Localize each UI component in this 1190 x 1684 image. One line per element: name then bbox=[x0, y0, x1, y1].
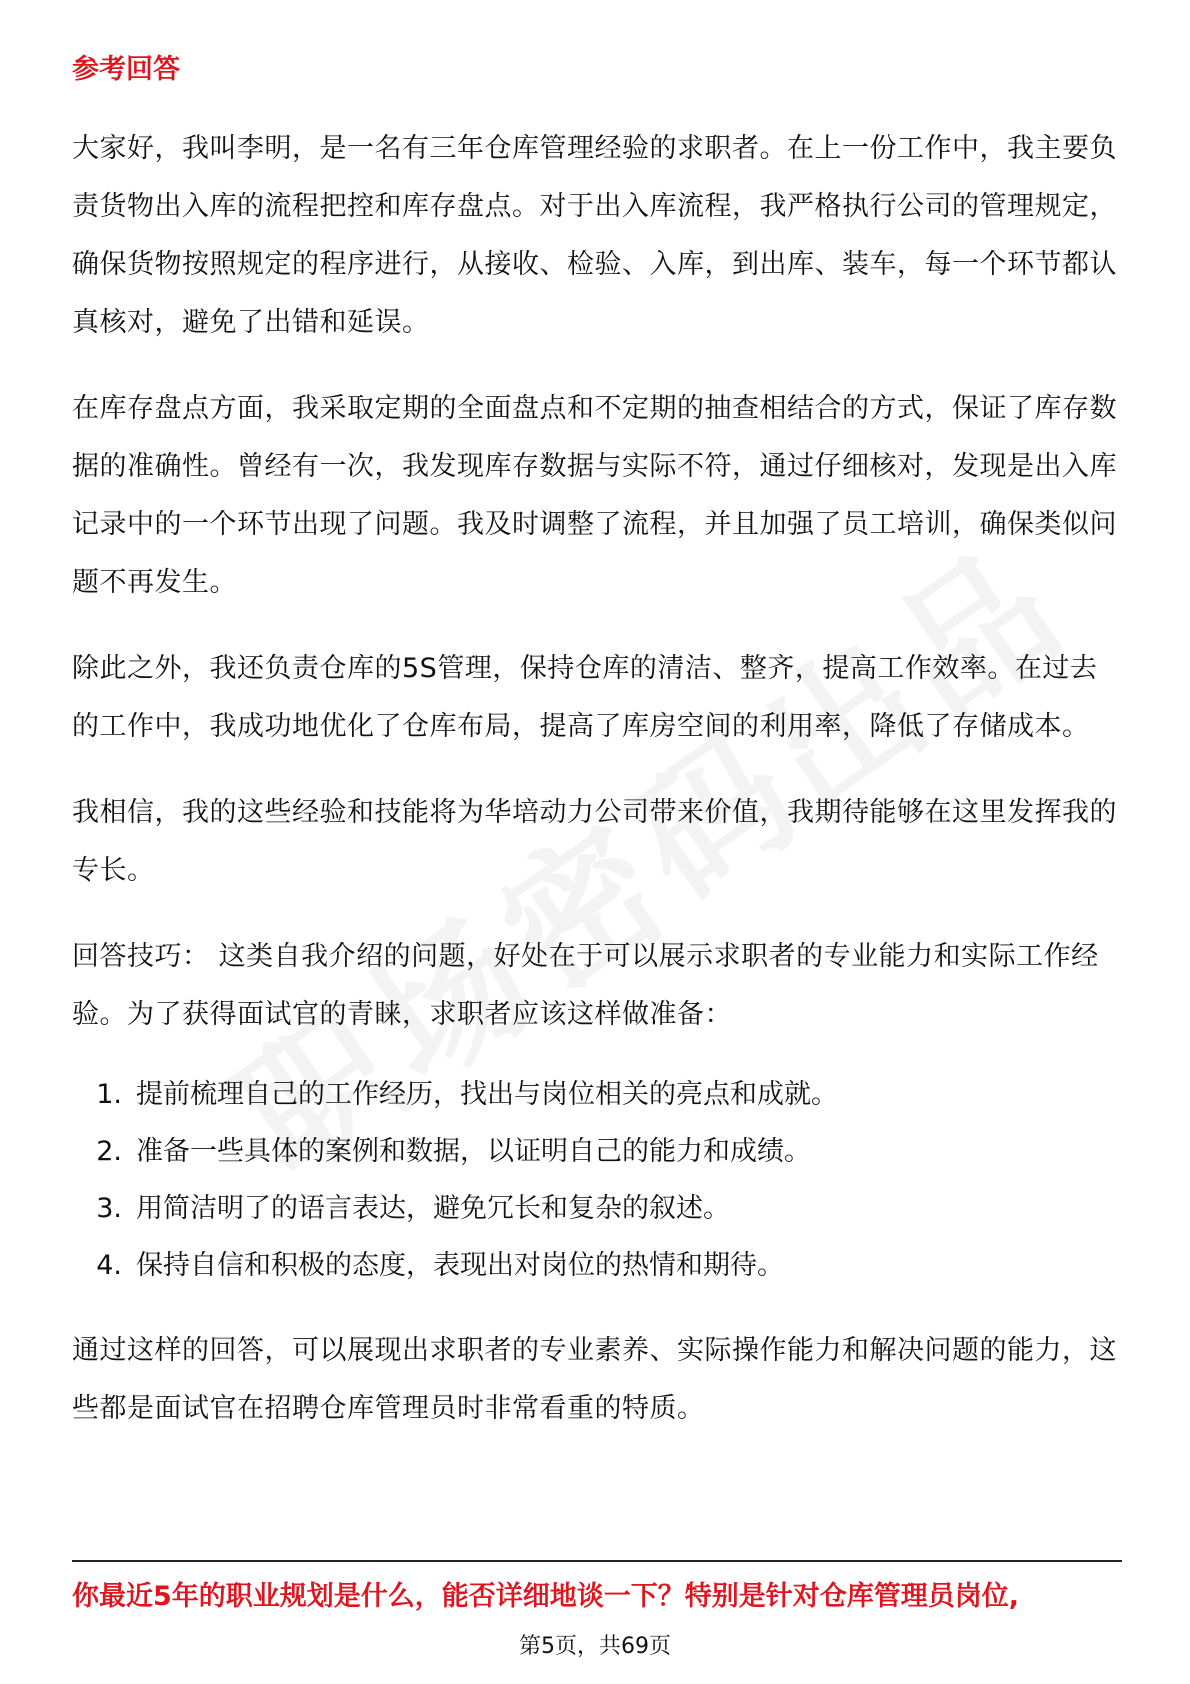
tips-intro: 回答技巧： 这类自我介绍的问题，好处在于可以展示求职者的专业能力和实际工作经验。为了获得面试官的青睐，求职者应该这样做准备： bbox=[72, 941, 1099, 1030]
next-question-heading: 你最近5年的职业规划是什么，能否详细地谈一下？特别是针对仓库管理员岗位, bbox=[72, 1581, 1020, 1612]
list-item bbox=[72, 1066, 1122, 1123]
answer-paragraph-2: 在库存盘点方面，我采取定期的全面盘点和不定期的抽查相结合的方式，保证了库存数据的准确性。曾经有一次，我发现库存数据与实际不符，通过仔细核对，发现是出入库记录中的一个环节出现了问题。我及时调整了流程，并且加强了员工培训，确保类似问题不再发生。 bbox=[72, 393, 1117, 598]
list-item bbox=[72, 1180, 1122, 1237]
list-item bbox=[72, 1123, 1122, 1180]
list-item-number: 3. bbox=[96, 1193, 122, 1224]
list-item-number: 2. bbox=[96, 1136, 122, 1167]
page-number: 第5页，共69页 bbox=[519, 1634, 671, 1659]
list-item-text: 用简洁明了的语言表达，避免冗长和复杂的叙述。 bbox=[136, 1193, 730, 1224]
tips-list bbox=[72, 1066, 1122, 1294]
document-body bbox=[72, 50, 1122, 1466]
answer-paragraph-1: 大家好，我叫李明，是一名有三年仓库管理经验的求职者。在上一份工作中，我主要负责货物出入库的流程把控和库存盘点。对于出入库流程，我严格执行公司的管理规定，确保货物按照规定的程序进行，从接收、检验、入库，到出库、装车，每一个环节都认真核对，避免了出错和延误。 bbox=[72, 133, 1117, 338]
list-item-text: 保持自信和积极的态度，表现出对岗位的热情和期待。 bbox=[136, 1250, 784, 1281]
list-item-number: 1. bbox=[96, 1079, 122, 1110]
list-item-text: 准备一些具体的案例和数据，以证明自己的能力和成绩。 bbox=[136, 1136, 811, 1167]
conclusion-paragraph: 通过这样的回答，可以展现出求职者的专业素养、实际操作能力和解决问题的能力，这些都是面试官在招聘仓库管理员时非常看重的特质。 bbox=[72, 1335, 1117, 1424]
answer-paragraph-3: 除此之外，我还负责仓库的5S管理，保持仓库的清洁、整齐，提高工作效率。在过去的工作中，我成功地优化了仓库布局，提高了库房空间的利用率，降低了存储成本。 bbox=[72, 653, 1098, 742]
section-title: 参考回答 bbox=[72, 54, 180, 85]
answer-paragraph-4: 我相信，我的这些经验和技能将为华培动力公司带来价值，我期待能够在这里发挥我的专长。 bbox=[72, 797, 1117, 886]
list-item-text: 提前梳理自己的工作经历，找出与岗位相关的亮点和成就。 bbox=[136, 1079, 838, 1110]
divider bbox=[72, 1560, 1122, 1562]
list-item-number: 4. bbox=[96, 1250, 122, 1281]
list-item bbox=[72, 1237, 1122, 1294]
